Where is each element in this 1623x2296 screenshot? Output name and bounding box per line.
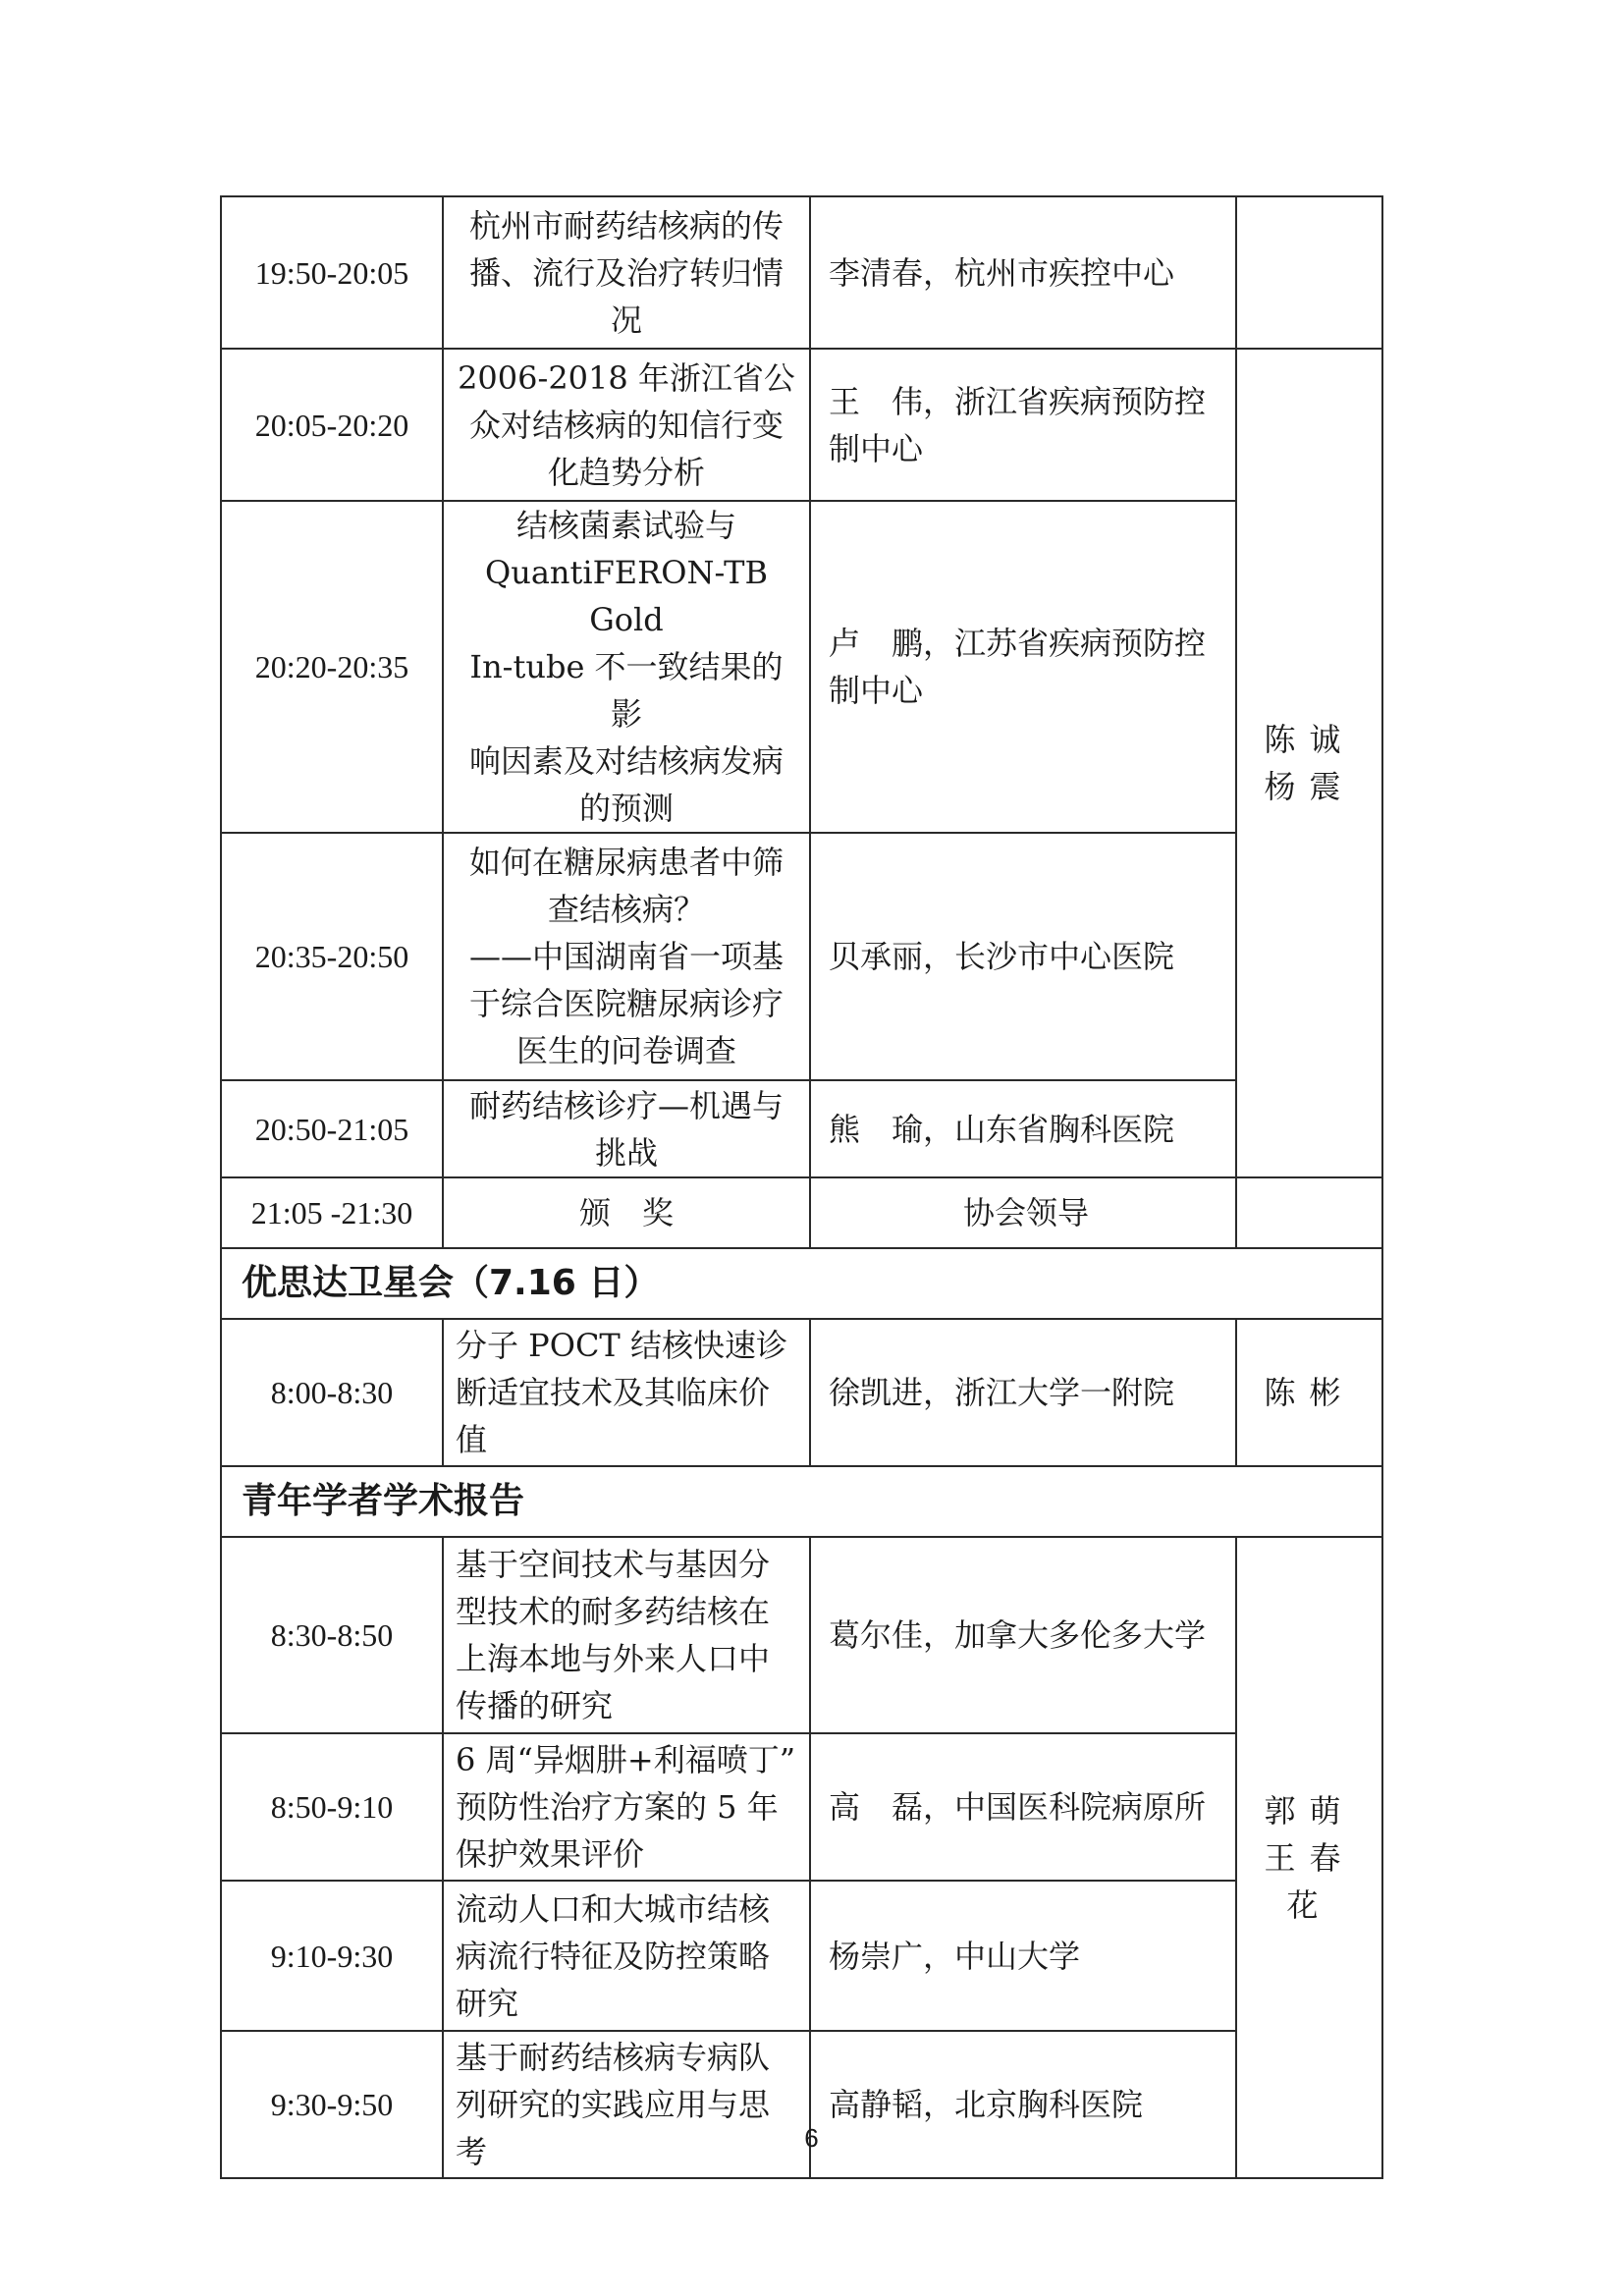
table-row [221,501,1382,833]
topic-line: 型技术的耐多药结核在 [456,1593,771,1630]
topic-line: 播、流行及治疗转归情 [468,253,784,292]
chair-name: 杨震 [1264,768,1355,805]
topic-line: 挑战 [594,1133,658,1172]
topic-line: 列研究的实践应用与思 [456,2086,771,2123]
topic-line: 众对结核病的知信行变 [468,406,784,444]
session-topic [443,1537,810,1733]
session-time: 8:30-8:50 [221,1537,443,1733]
session-speaker: 高静韬，北京胸科医院 [810,2031,1236,2178]
topic-line: 响因素及对结核病发病 [468,742,784,780]
topic-line: 于综合医院糖尿病诊疗 [468,985,784,1022]
topic-line: 研究 [456,1984,519,2022]
section-title: 青年学者学术报告 [221,1466,1382,1537]
topic-line: 基于空间技术与基因分 [456,1546,771,1583]
session-time: 19:50-20:05 [221,196,443,349]
topic-line: 基于耐药结核病专病队 [456,2039,771,2076]
session-chair-empty [1236,196,1382,349]
session-speaker: 李清春，杭州市疾控中心 [810,196,1236,349]
award-chair-empty [1236,1177,1382,1248]
topic-line: 化趋势分析 [547,453,705,491]
session-topic [443,501,810,833]
topic-line: 医生的问卷调查 [515,1032,736,1069]
session-chair: 陈彬 [1236,1319,1382,1466]
topic-line: 值 [456,1421,488,1458]
session-speaker: 卢 鹏，江苏省疾病预防控制中心 [810,501,1236,833]
topic-line: ——中国湖南省一项基 [468,938,784,975]
session-topic [443,1881,810,2031]
session-time: 8:50-9:10 [221,1733,443,1881]
session-topic [443,1319,810,1466]
section-row [221,1466,1382,1537]
session-time: 8:00-8:30 [221,1319,443,1466]
topic-line: 预防性治疗方案的 5 年 [456,1788,779,1826]
table-row [221,1080,1382,1177]
topic-line: 流动人口和大城市结核 [456,1889,771,1928]
session-topic [443,833,810,1080]
table-row [221,1733,1382,1881]
session-speaker: 葛尔佳，加拿大多伦多大学 [810,1537,1236,1733]
chair-name: 王春花 [1264,1838,1355,1924]
table-row [221,2031,1382,2178]
session-time: 20:20-20:35 [221,501,443,833]
session-time: 20:05-20:20 [221,349,443,501]
topic-line: 如何在糖尿病患者中筛 [468,844,784,881]
session-topic [443,1733,810,1881]
session-topic [443,1080,810,1177]
session-chair [1236,1537,1382,2178]
topic-line: 结核菌素试验与 [515,507,736,544]
topic-line: 上海本地与外来人口中 [456,1640,771,1677]
session-topic [443,349,810,501]
topic-line: QuantiFERON-TB Gold [484,554,769,638]
section-title: 优思达卫星会（7.16 日） [221,1248,1382,1319]
topic-line: 查结核病？ [547,891,705,928]
topic-line: In-tube 不一致结果的影 [469,648,784,733]
topic-line: 6 周“异烟肼+利福喷丁” [456,1741,796,1778]
session-speaker: 贝承丽，长沙市中心医院 [810,833,1236,1080]
topic-line: 传播的研究 [456,1687,614,1724]
session-topic [443,2031,810,2178]
section-row [221,1248,1382,1319]
topic-line: 断适宜技术及其临床价 [456,1374,771,1411]
session-speaker: 杨崇广，中山大学 [810,1881,1236,2031]
award-speaker: 协会领导 [810,1177,1236,1248]
table-row [221,196,1382,349]
award-topic: 颁 奖 [443,1177,810,1248]
award-time: 21:05 -21:30 [221,1177,443,1248]
table-row [221,1177,1382,1248]
topic-line: 保护效果评价 [456,1835,645,1873]
session-chair [1236,349,1382,1177]
table-row [221,833,1382,1080]
topic-line: 病流行特征及防控策略 [456,1937,771,1975]
table-row [221,1319,1382,1466]
session-speaker: 王 伟，浙江省疾病预防控制中心 [810,349,1236,501]
session-speaker: 高 磊，中国医科院病原所 [810,1733,1236,1881]
page-number: 6 [804,2123,819,2153]
table-row [221,349,1382,501]
topic-line: 耐药结核诊疗—机遇与 [468,1086,784,1124]
chair-name: 陈诚 [1264,721,1355,758]
session-speaker: 徐凯进，浙江大学一附院 [810,1319,1236,1466]
session-topic [443,196,810,349]
topic-line: 2006-2018 年浙江省公 [458,358,795,397]
table-row [221,1881,1382,2031]
session-time: 20:35-20:50 [221,833,443,1080]
topic-line: 分子 POCT 结核快速诊 [456,1327,787,1364]
topic-line: 况 [610,301,642,339]
table-row [221,1537,1382,1733]
chair-name: 郭萌 [1264,1791,1355,1830]
schedule-table [220,195,1381,2179]
session-time: 9:10-9:30 [221,1881,443,2031]
topic-line: 杭州市耐药结核病的传 [468,206,784,245]
session-time: 20:50-21:05 [221,1080,443,1177]
session-time: 9:30-9:50 [221,2031,443,2178]
topic-line: 的预测 [578,790,674,827]
topic-line: 考 [456,2133,488,2170]
session-speaker: 熊 瑜，山东省胸科医院 [810,1080,1236,1177]
